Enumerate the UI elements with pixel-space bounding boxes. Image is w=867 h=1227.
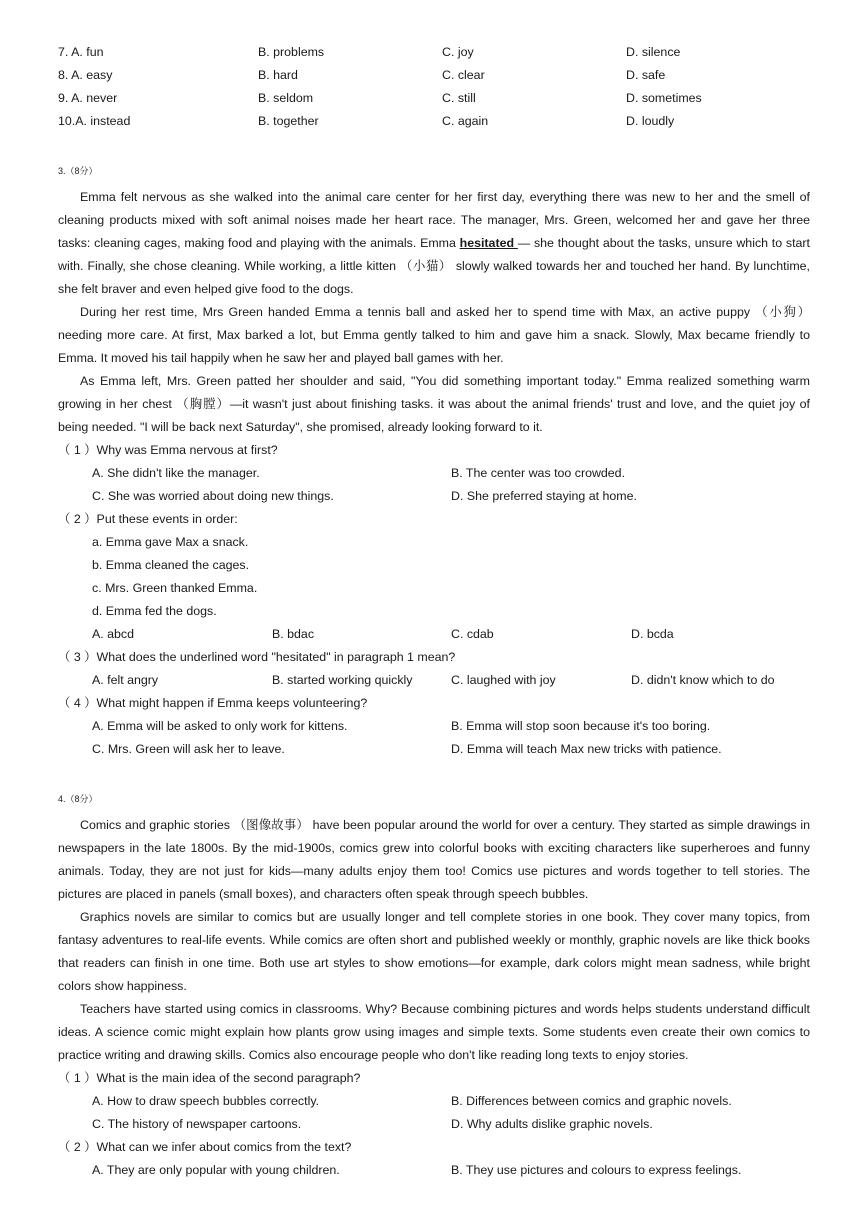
s3-q3-option-b[interactable]: B. started working quickly <box>272 673 413 687</box>
s4-paragraph-1: Comics and graphic stories （图像故事） have been popular around the world for over a century. They started as simple drawings in newspapers in the late 1800s. By the mid-1900s, comics grew into colorful books with exciting characters like superheroes and funny animals. Today, they are not just for kids—many adults enjoy them too! Comics use pictures and words together to tell stories. The pictures are placed in panels (small boxes), and characters often speak through speech bubbles. <box>58 818 810 901</box>
s4-q2-option-b[interactable]: B. They use pictures and colours to express feelings. <box>451 1163 742 1177</box>
s3-question-4: （ 4 ）What might happen if Emma keeps volunteering? <box>58 696 368 710</box>
item-number: 10. <box>58 114 76 128</box>
s3-q3-option-c[interactable]: C. laughed with joy <box>451 673 556 687</box>
cloze-9-option-b[interactable]: B. seldom <box>258 91 314 105</box>
s4-q1-option-c[interactable]: C. The history of newspaper cartoons. <box>92 1117 302 1131</box>
cloze-9-option-d[interactable]: D. sometimes <box>626 91 702 105</box>
s4-question-2: （ 2 ）What can we infer about comics from the text? <box>58 1140 352 1154</box>
s3-q1-option-a[interactable]: A. She didn't like the manager. <box>92 466 260 480</box>
s3-paragraph-3: As Emma left, Mrs. Green patted her shoulder and said, "You did something important today." Emma realized something warm growing in her chest （胸膛）—it wasn't just about finishing tasks. it was about the animal friends' trust and love, and the quiet joy of being needed. "I will be back next Saturday", she promised, already looking forward to it. <box>58 374 810 434</box>
cloze-10-option-c[interactable]: C. again <box>442 114 489 128</box>
s4-q1-option-d[interactable]: D. Why adults dislike graphic novels. <box>451 1117 653 1131</box>
underlined-word-hesitated: hesitated <box>459 236 518 250</box>
cloze-item-7 <box>58 41 818 64</box>
cloze-8-option-d[interactable]: D. safe <box>626 68 666 82</box>
s4-q2-option-a[interactable]: A. They are only popular with young children. <box>92 1163 340 1177</box>
option-text: A. easy <box>71 68 113 82</box>
p1-text-after: — she thought about the tasks, unsure which to start with. Finally, she chose cleaning. While working, a little kitten （小猫） slowly walked towards her and touched her hand. By lunchtime, she felt braver and even helped give food to the dogs. <box>58 236 810 296</box>
s4-q1-option-a[interactable]: A. How to draw speech bubbles correctly. <box>92 1094 320 1108</box>
s3-q2-option-b[interactable]: B. bdac <box>272 627 315 641</box>
s3-q1-option-b[interactable]: B. The center was too crowded. <box>451 466 626 480</box>
s3-question-2: （ 2 ）Put these events in order: <box>58 512 238 526</box>
s3-question-1: （ 1 ）Why was Emma nervous at first? <box>58 443 278 457</box>
section-3-heading: 3.（8分） <box>58 166 98 176</box>
s3-q1-option-c[interactable]: C. She was worried about doing new things. <box>92 489 334 503</box>
s4-paragraph-2: Graphics novels are similar to comics but are usually longer and tell complete stories in one book. They cover many topics, from fantasy adventures to real-life events. While comics are often short and published weekly or monthly, graphic novels are like thick books that readers can finish in one time. Both use art styles to show emotions—for example, dark colors might mean sadness, while bright colors show happiness. <box>58 910 810 993</box>
s3-question-3: （ 3 ）What does the underlined word "hesitated" in paragraph 1 mean? <box>58 650 456 664</box>
s3-q1-option-d[interactable]: D. She preferred staying at home. <box>451 489 637 503</box>
s3-q4-option-c[interactable]: C. Mrs. Green will ask her to leave. <box>92 742 285 756</box>
s3-q3-option-d[interactable]: D. didn't know which to do <box>631 673 775 687</box>
s3-q2-event-a: a. Emma gave Max a snack. <box>92 535 249 549</box>
cloze-item-9 <box>58 87 818 110</box>
s3-q4-option-d[interactable]: D. Emma will teach Max new tricks with patience. <box>451 742 722 756</box>
cloze-9-option-c[interactable]: C. still <box>442 91 476 105</box>
s4-question-1: （ 1 ）What is the main idea of the second paragraph? <box>58 1071 361 1085</box>
cloze-10-option-a[interactable] <box>58 110 130 133</box>
cloze-item-8 <box>58 64 818 87</box>
s3-paragraph-1 <box>58 186 810 301</box>
s3-q4-option-a[interactable]: A. Emma will be asked to only work for kittens. <box>92 719 348 733</box>
s3-q2-option-d[interactable]: D. bcda <box>631 627 674 641</box>
s3-paragraph-2: During her rest time, Mrs Green handed Emma a tennis ball and asked her to spend time with Max, an active puppy （小狗） needing more care. At first, Max barked a lot, but Emma gently talked to him and gave him a snack. Slowly, Max became friendly to Emma. It moved his tail happily when he saw her and played ball games with her. <box>58 305 810 365</box>
s4-paragraph-3: Teachers have started using comics in classrooms. Why? Because combining pictures and words helps students understand difficult ideas. A science comic might explain how plants grow using images and simple texts. Some students even create their own comics to practice writing and drawing skills. Comics also encourage people who don't like reading long texts to enjoy stories. <box>58 1002 810 1062</box>
cloze-item-10 <box>58 110 818 133</box>
cloze-7-option-c[interactable]: C. joy <box>442 45 474 59</box>
item-number: 9. <box>58 91 69 105</box>
s3-q2-event-c: c. Mrs. Green thanked Emma. <box>92 581 258 595</box>
cloze-8-option-a[interactable] <box>58 64 112 87</box>
s3-q4-option-b[interactable]: B. Emma will stop soon because it's too boring. <box>451 719 711 733</box>
option-text: A. instead <box>75 114 131 128</box>
item-number: 8. <box>58 68 69 82</box>
cloze-7-option-d[interactable]: D. silence <box>626 45 681 59</box>
cloze-7-option-a[interactable] <box>58 41 103 64</box>
option-text: A. never <box>71 91 118 105</box>
section-4-heading: 4.（8分） <box>58 794 98 804</box>
s3-q2-option-c[interactable]: C. cdab <box>451 627 494 641</box>
cloze-10-option-b[interactable]: B. together <box>258 114 319 128</box>
s3-q2-event-d: d. Emma fed the dogs. <box>92 604 217 618</box>
cloze-7-option-b[interactable]: B. problems <box>258 45 325 59</box>
s3-q3-option-a[interactable]: A. felt angry <box>92 673 159 687</box>
cloze-8-option-b[interactable]: B. hard <box>258 68 298 82</box>
s4-q1-option-b[interactable]: B. Differences between comics and graphic novels. <box>451 1094 732 1108</box>
s3-q2-option-a[interactable]: A. abcd <box>92 627 135 641</box>
item-number: 7. <box>58 45 69 59</box>
p1-text-before: Emma felt nervous as she walked into the animal care center for her first day, everything there was new to her and the smell of cleaning products mixed with soft animal noises made her heart race. The manager, Mrs. Green, welcomed her and gave her three tasks: cleaning cages, making food and playing with the animals. Emma <box>58 190 810 250</box>
option-text: A. fun <box>71 45 104 59</box>
cloze-10-option-d[interactable]: D. loudly <box>626 114 675 128</box>
cloze-9-option-a[interactable] <box>58 87 117 110</box>
cloze-8-option-c[interactable]: C. clear <box>442 68 485 82</box>
s3-q2-event-b: b. Emma cleaned the cages. <box>92 558 250 572</box>
